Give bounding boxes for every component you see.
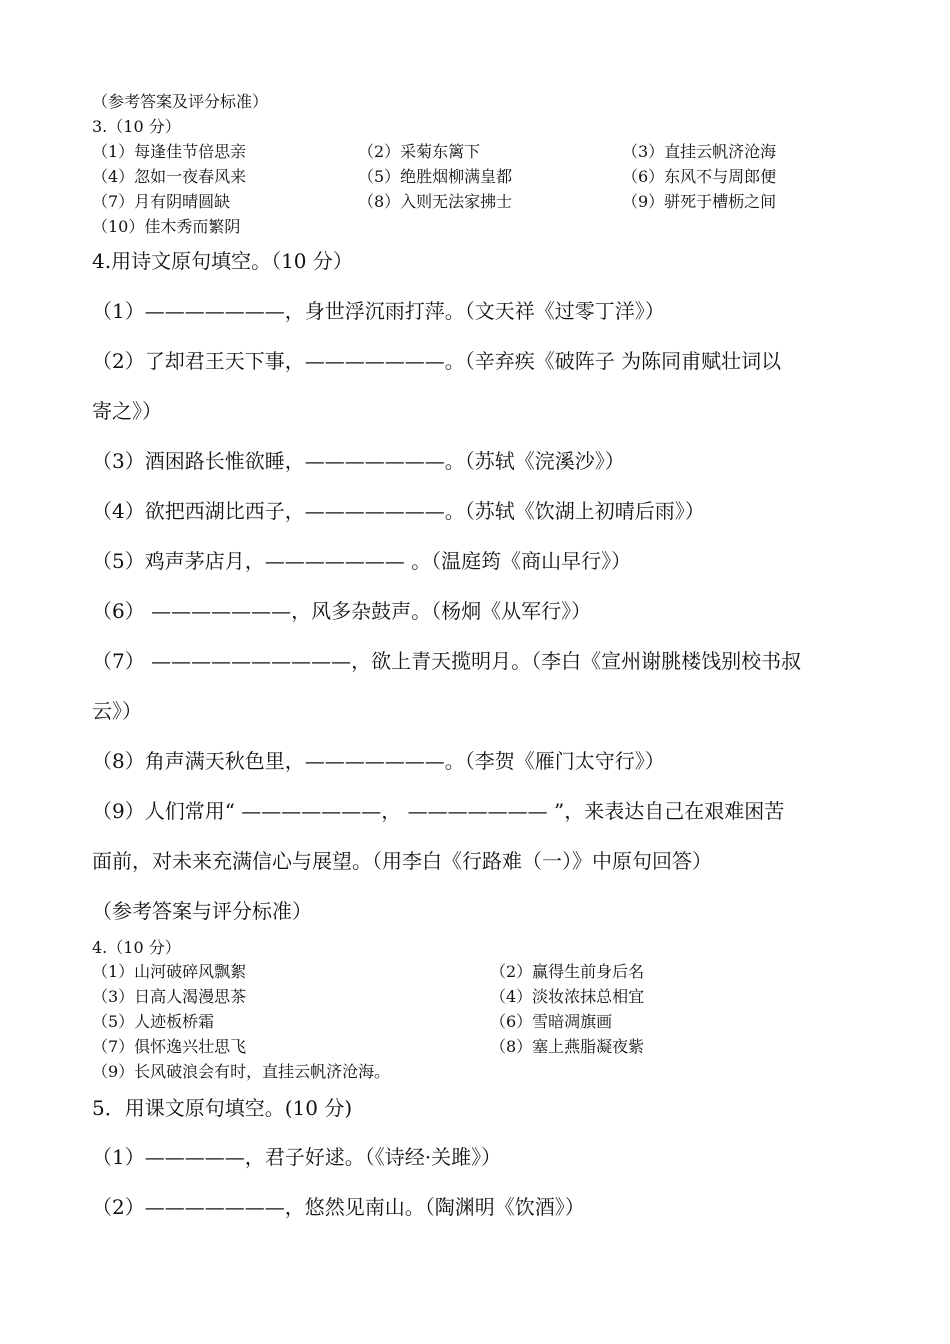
question-line: （3）酒困路长惟欲睡，———————。（苏轼《浣溪沙》） (92, 449, 625, 473)
answers-title: 3.（10 分） (92, 117, 181, 136)
answer-item: （5）绝胜烟柳满皇都 (358, 167, 513, 186)
question-line: （1）———————，身世浮沉雨打萍。（文天祥《过零丁洋》） (92, 299, 665, 323)
answer-item: （6）东风不与周郎便 (622, 167, 777, 186)
answer-item: （2）采菊东篱下 (358, 142, 481, 161)
question-line: 面前，对未来充满信心与展望。（用李白《行路难（一）》中原句回答） (92, 849, 712, 873)
answer-item: （8）塞上燕脂凝夜紫 (490, 1037, 645, 1056)
answer-item: （9）骈死于槽枥之间 (622, 192, 777, 211)
question-line: （9）人们常用“ ———————， ——————— ”，来表达自己在艰难困苦 (92, 799, 785, 823)
question-line: （7） ——————————，欲上青天揽明月。（李白《宣州谢朓楼饯别校书叔 (92, 649, 802, 673)
answers-header: （参考答案及评分标准） (92, 92, 269, 111)
answer-item: （1）每逢佳节倍思亲 (92, 142, 247, 161)
question-line: 云》） (92, 699, 142, 723)
answer-item: （4）忽如一夜春风来 (92, 167, 247, 186)
answer-item: （6）雪暗凋旗画 (490, 1012, 613, 1031)
answers-header: （参考答案与评分标准） (92, 899, 312, 923)
answer-item: （1）山河破碎风飘絮 (92, 962, 247, 981)
question-line: （5）鸡声茅店月，——————— 。（温庭筠《商山早行》） (92, 549, 632, 573)
question-line: （2）———————，悠然见南山。（陶渊明《饮酒》） (92, 1195, 585, 1219)
question-line: （1）—————，君子好逑。（《诗经·关雎》） (92, 1145, 502, 1169)
answer-item: （9）长风破浪会有时，直挂云帆济沧海。 (92, 1062, 391, 1081)
question-line: （2）了却君王天下事，———————。（辛弃疾《破阵子 为陈同甫赋壮词以 (92, 349, 782, 373)
answer-item: （2）赢得生前身后名 (490, 962, 645, 981)
answer-item: （7）俱怀逸兴壮思飞 (92, 1037, 247, 1056)
answer-item: （3）直挂云帆济沧海 (622, 142, 777, 161)
answer-item: （3）日高人渴漫思茶 (92, 987, 247, 1006)
answer-item: （4）淡妆浓抹总相宜 (490, 987, 645, 1006)
answer-item: （10）佳木秀而繁阴 (92, 217, 241, 236)
question-line: （6） ———————，风多杂鼓声。（杨炯《从军行》） (92, 599, 592, 623)
question-line: （4）欲把西湖比西子，———————。（苏轼《饮湖上初晴后雨》） (92, 499, 705, 523)
question-title: 4.用诗文原句填空。（10 分） (92, 249, 353, 273)
answers-title: 4.（10 分） (92, 938, 181, 957)
question-title: 5．用课文原句填空。(10 分) (92, 1096, 353, 1120)
answer-item: （7）月有阴晴圆缺 (92, 192, 231, 211)
answer-item: （8）入则无法家拂士 (358, 192, 513, 211)
question-line: 寄之》） (92, 399, 162, 423)
answer-item: （5）人迹板桥霜 (92, 1012, 215, 1031)
question-line: （8）角声满天秋色里，———————。（李贺《雁门太守行》） (92, 749, 665, 773)
